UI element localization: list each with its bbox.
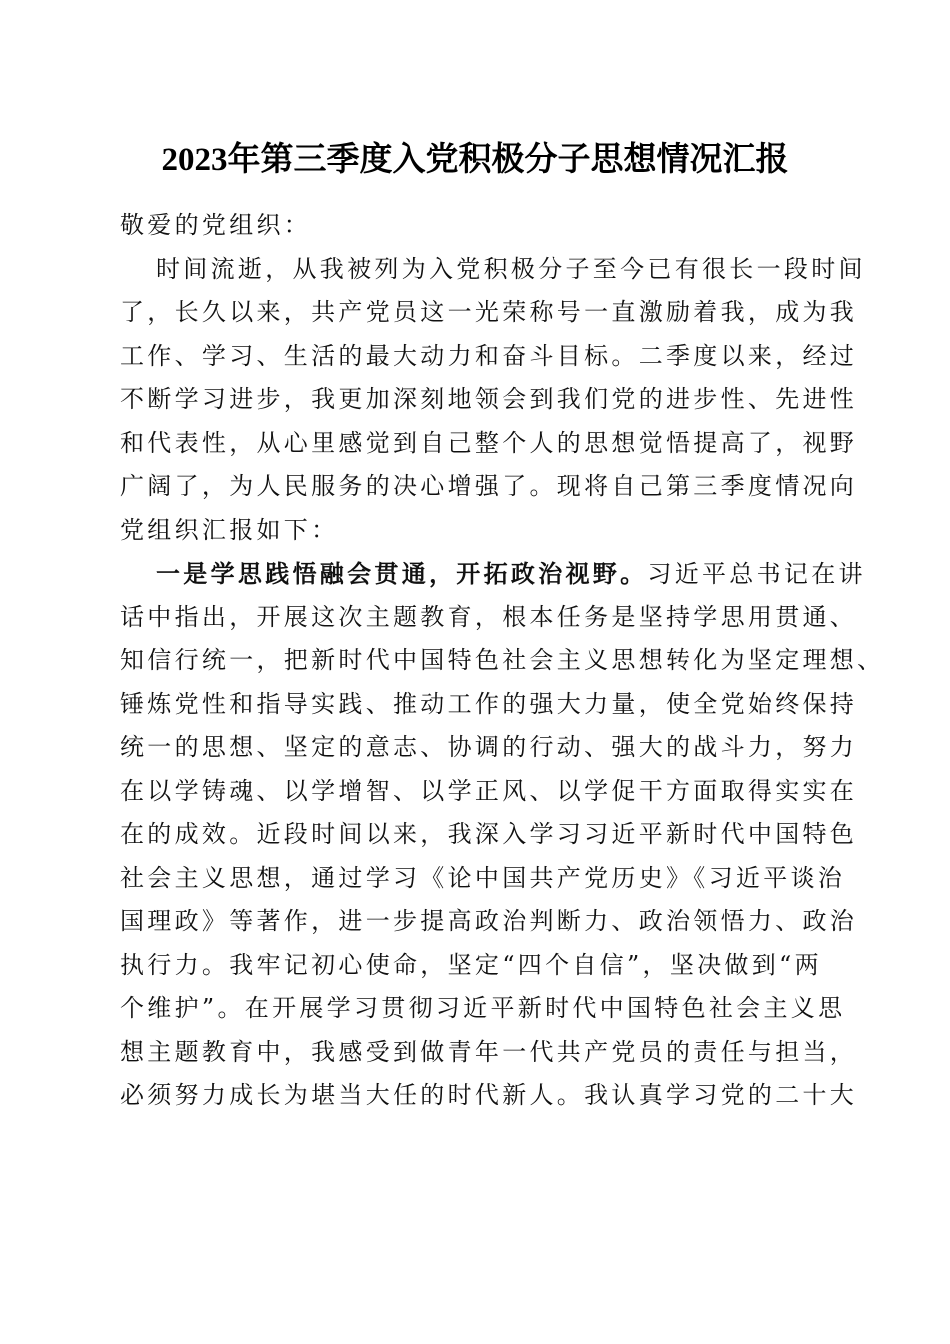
paragraph-line: 社会主义思想，通过学习《论中国共产党历史》《习近平谈治	[120, 863, 846, 892]
section-heading: 一是学思践悟融会贯通，开拓政治视野。	[156, 559, 648, 588]
paragraph-line: 党组织汇报如下：	[120, 515, 339, 544]
paragraph-line: 话中指出，开展这次主题教育，根本任务是坚持学思用贯通、	[120, 602, 858, 631]
salutation: 敬爱的党组织：	[120, 211, 312, 239]
paragraph-line: 执行力。我牢记初心使命，坚定“四个自信”，坚决做到“两	[120, 950, 822, 979]
paragraph-line: 不断学习进步，我更加深刻地领会到我们党的进步性、先进性	[120, 385, 858, 413]
paragraph-line: 工作、学习、生活的最大动力和奋斗目标。二季度以来，经过	[120, 341, 858, 370]
paragraph-line: 和代表性，从心里感觉到自己整个人的思想觉悟提高了，视野	[120, 428, 858, 457]
paragraph-line: 了，长久以来，共产党员这一光荣称号一直激励着我，成为我	[120, 298, 858, 326]
paragraph-line: 时间流逝，从我被列为入党积极分子至今已有很长一段时间	[156, 254, 866, 283]
paragraph-line: 个维护”。在开展学习贯彻习近平新时代中国特色社会主义思	[120, 994, 846, 1022]
document-body	[120, 204, 885, 1118]
paragraph-line: 在以学铸魂、以学增智、以学正风、以学促干方面取得实实在	[120, 776, 858, 805]
paragraph-line: 国理政》等著作，进一步提高政治判断力、政治领悟力、政治	[120, 907, 858, 935]
paragraph-line: 锤炼党性和指导实践、推动工作的强大力量，使全党始终保持	[120, 689, 858, 718]
paragraph-line: 必须努力成长为堪当大任的时代新人。我认真学习党的二十大	[120, 1081, 858, 1109]
paragraph-line: 知信行统一，把新时代中国特色社会主义思想转化为坚定理想、	[120, 646, 885, 674]
paragraph-line: 广阔了，为人民服务的决心增强了。现将自己第三季度情况向	[120, 472, 858, 500]
paragraph-line: 想主题教育中，我感受到做青年一代共产党员的责任与担当，	[120, 1037, 858, 1066]
paragraph-first-line	[120, 552, 866, 596]
paragraph-line: 统一的思想、坚定的意志、协调的行动、强大的战斗力，努力	[120, 733, 858, 761]
paragraph-line-rest: 习近平总书记在讲	[647, 560, 866, 588]
document-title: 2023年第三季度入党积极分子思想情况汇报	[161, 142, 789, 178]
paragraph-line: 在的成效。近段时间以来，我深入学习习近平新时代中国特色	[120, 820, 858, 848]
